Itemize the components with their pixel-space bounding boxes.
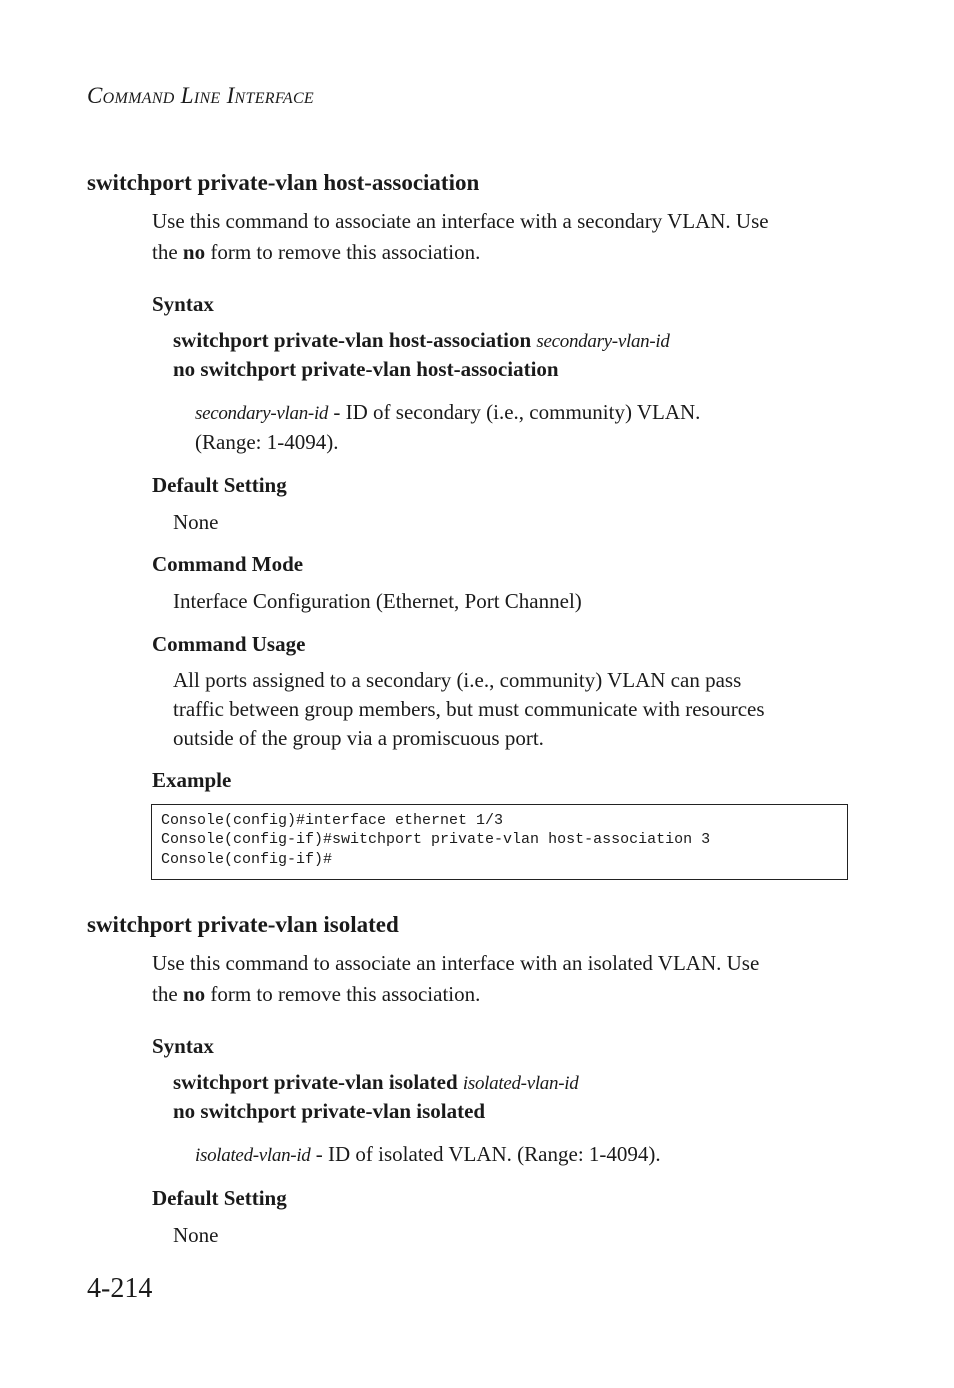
code-line: Console(config-if)# bbox=[161, 851, 333, 868]
syntax-command: switchport private-vlan host-association secondary-vlan-id bbox=[173, 328, 670, 352]
syntax-no-command: no switchport private-vlan host-association bbox=[173, 357, 559, 381]
parameter-description: isolated-vlan-id - ID of isolated VLAN. (Range: 1-4094). bbox=[195, 1142, 661, 1166]
section-description: Use this command to associate an interface with a secondary VLAN. Use the no form to remove this association. bbox=[152, 209, 769, 264]
section-title-host-association: switchport private-vlan host-association bbox=[87, 170, 480, 195]
default-setting-value: None bbox=[173, 1223, 219, 1247]
code-line: Console(config-if)#switchport private-vlan host-association 3 bbox=[161, 831, 711, 848]
example-heading: Example bbox=[152, 768, 232, 792]
code-line: Console(config)#interface ethernet 1/3 bbox=[161, 812, 504, 829]
running-header: COMMAND LINE INTERFACE bbox=[87, 83, 314, 108]
page-number: 4-214 bbox=[87, 1273, 153, 1304]
command-usage-text: All ports assigned to a secondary (i.e., community) VLAN can pass traffic between group members, but must communicate with resources outside of the group via a promiscuous port. bbox=[173, 668, 765, 750]
parameter-description: secondary-vlan-id - ID of secondary (i.e., community) VLAN. (Range: 1-4094). bbox=[195, 400, 701, 454]
default-setting-heading: Default Setting bbox=[152, 473, 287, 497]
default-setting-value: None bbox=[173, 510, 219, 534]
syntax-no-command: no switchport private-vlan isolated bbox=[173, 1099, 486, 1123]
section-description: Use this command to associate an interface with an isolated VLAN. Use the no form to remove this association. bbox=[152, 951, 760, 1006]
command-mode-value: Interface Configuration (Ethernet, Port Channel) bbox=[173, 589, 582, 613]
syntax-heading: Syntax bbox=[152, 292, 214, 316]
syntax-command: switchport private-vlan isolated isolated-vlan-id bbox=[173, 1070, 579, 1094]
code-example-box bbox=[151, 804, 848, 880]
command-usage-heading: Command Usage bbox=[152, 632, 306, 656]
syntax-heading: Syntax bbox=[152, 1034, 214, 1058]
command-mode-heading: Command Mode bbox=[152, 552, 304, 576]
section-title-isolated: switchport private-vlan isolated bbox=[87, 912, 399, 937]
default-setting-heading: Default Setting bbox=[152, 1186, 287, 1210]
